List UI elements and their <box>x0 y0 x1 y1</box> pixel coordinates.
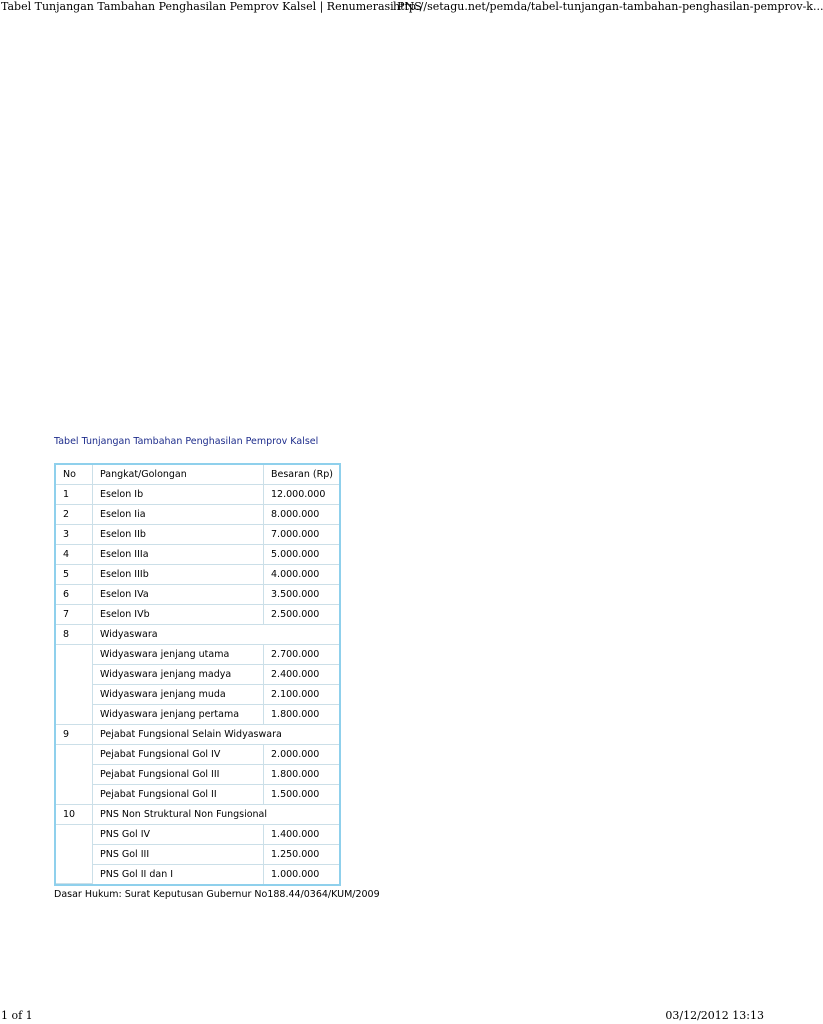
row-value: 5.000.000 <box>264 545 339 565</box>
sub-row <box>56 685 339 705</box>
row-name: Eselon IVb <box>93 605 264 625</box>
sub-row-name: Pejabat Fungsional Gol IV <box>93 745 264 765</box>
group-spacer-cell <box>56 745 93 805</box>
table-row <box>56 525 339 545</box>
sub-row <box>56 665 339 685</box>
sub-row <box>56 845 339 865</box>
row-no: 4 <box>56 545 93 565</box>
group-row <box>56 725 339 745</box>
row-name: Eselon IIIa <box>93 545 264 565</box>
page-header-title: Tabel Tunjangan Tambahan Penghasilan Pemprov Kalsel | Renumerasi PNS <box>1 0 422 13</box>
sub-row-name: PNS Gol IV <box>93 825 264 845</box>
allowance-table <box>54 463 341 886</box>
sub-row <box>56 765 339 785</box>
sub-row-name: Widyaswara jenjang utama <box>93 645 264 665</box>
sub-row <box>56 825 339 845</box>
row-name: Eselon IIIb <box>93 565 264 585</box>
row-no: 6 <box>56 585 93 605</box>
row-value: 7.000.000 <box>264 525 339 545</box>
legal-basis-note: Dasar Hukum: Surat Keputusan Gubernur No188.44/0364/KUM/2009 <box>54 889 380 900</box>
group-row <box>56 625 339 645</box>
sub-row-name: Widyaswara jenjang madya <box>93 665 264 685</box>
row-name: Eselon Iia <box>93 505 264 525</box>
row-value: 12.000.000 <box>264 485 339 505</box>
sub-row-name: Widyaswara jenjang pertama <box>93 705 264 725</box>
sub-row <box>56 645 339 665</box>
sub-row-value: 1.500.000 <box>264 785 339 805</box>
sub-row-value: 2.100.000 <box>264 685 339 705</box>
group-row <box>56 805 339 825</box>
group-name: Widyaswara <box>93 625 339 645</box>
sub-row <box>56 705 339 725</box>
row-no: 7 <box>56 605 93 625</box>
page-header-url[interactable]: http://setagu.net/pemda/tabel-tunjangan-tambahan-penghasilan-pemprov-k... <box>393 0 823 13</box>
row-value: 4.000.000 <box>264 565 339 585</box>
row-no: 1 <box>56 485 93 505</box>
sub-row-name: Widyaswara jenjang muda <box>93 685 264 705</box>
sub-row <box>56 865 339 884</box>
group-no: 10 <box>56 805 93 825</box>
table-row <box>56 585 339 605</box>
row-name: Eselon IIb <box>93 525 264 545</box>
sub-row-value: 1.250.000 <box>264 845 339 865</box>
group-no: 8 <box>56 625 93 645</box>
sub-row <box>56 785 339 805</box>
row-name: Eselon IVa <box>93 585 264 605</box>
group-no: 9 <box>56 725 93 745</box>
sub-row-name: Pejabat Fungsional Gol II <box>93 785 264 805</box>
group-spacer-cell <box>56 645 93 725</box>
table-row <box>56 485 339 505</box>
row-value: 2.500.000 <box>264 605 339 625</box>
sub-row-value: 2.000.000 <box>264 745 339 765</box>
group-name: PNS Non Struktural Non Fungsional <box>93 805 339 825</box>
header-no: No <box>56 465 93 485</box>
sub-row-name: PNS Gol III <box>93 845 264 865</box>
sub-row-value: 1.800.000 <box>264 765 339 785</box>
sub-row-name: PNS Gol II dan I <box>93 865 264 884</box>
sub-row-value: 2.400.000 <box>264 665 339 685</box>
group-spacer-cell <box>56 825 93 884</box>
print-datetime: 03/12/2012 13:13 <box>665 1009 764 1022</box>
table-row <box>56 565 339 585</box>
table-row <box>56 505 339 525</box>
table-header-row <box>56 465 339 485</box>
sub-row-value: 1.000.000 <box>271 869 320 880</box>
table-row <box>56 545 339 565</box>
table-title: Tabel Tunjangan Tambahan Penghasilan Pemprov Kalsel <box>54 436 319 447</box>
sub-row-value: 1.400.000 <box>264 825 339 845</box>
row-value: 8.000.000 <box>264 505 339 525</box>
row-no: 3 <box>56 525 93 545</box>
row-value: 3.500.000 <box>264 585 339 605</box>
sub-row-name: Pejabat Fungsional Gol III <box>93 765 264 785</box>
row-no: 5 <box>56 565 93 585</box>
group-name: Pejabat Fungsional Selain Widyaswara <box>93 725 339 745</box>
page-count: 1 of 1 <box>1 1009 33 1022</box>
table-row <box>56 605 339 625</box>
row-no: 2 <box>56 505 93 525</box>
sub-row <box>56 745 339 765</box>
row-name: Eselon Ib <box>93 485 264 505</box>
sub-row-value: 1.800.000 <box>264 705 339 725</box>
header-pangkat: Pangkat/Golongan <box>93 465 264 485</box>
sub-row-value: 2.700.000 <box>264 645 339 665</box>
header-besaran: Besaran (Rp) <box>264 465 339 485</box>
